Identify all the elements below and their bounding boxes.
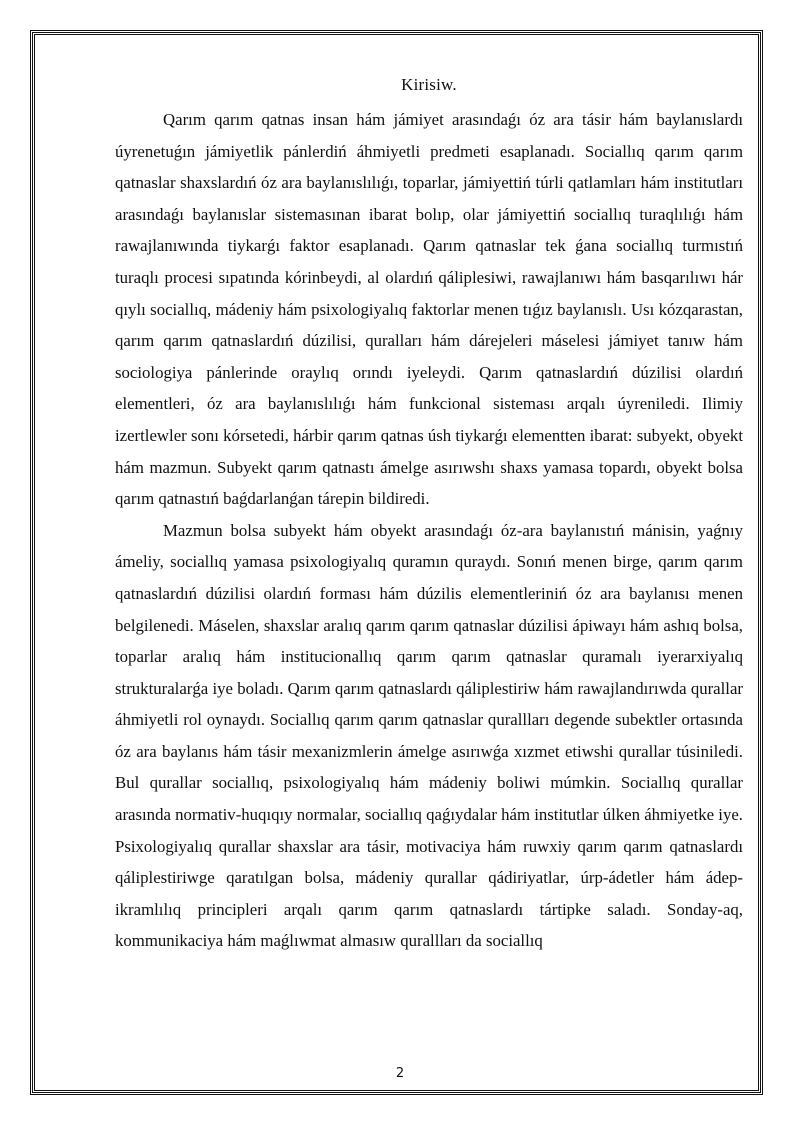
document-title: Kirisiw. xyxy=(401,75,457,94)
paragraph-1: Qarım qarım qatnas insan hám jámiyet arasındaǵı óz ara tásir hám baylanıslardı úyrenetuǵın jámiyetlik pánlerdiń áhmiyetli predmeti esaplanadı. Sociallıq qarım qarım qatnaslar shaxslardıń óz ara baylanıslılıǵı, toparlar, jámiyettiń túrli qatlamları hám institutları arasındaǵı baylanıslar sistemasınan ibarat bolıp, olar jámiyettiń sociallıq turaqlılıǵı hám rawajlanıwında tiykarǵı faktor esaplanadı. Qarım qatnaslar tek ǵana sociallıq turmıstıń turaqlı procesi sıpatında kórinbeydi, al olardıń qáliplesiwi, rawajlanıwı hám basqarılıwı hár qıylı sociallıq, mádeniy hám psixologiyalıq faktorlar menen tıǵız baylanıslı. Usı kózqarastan, qarım qarım qatnaslardıń dúzilisi, quralları hám dárejeleri máselesi jámiyet tanıw hám sociologiya pánlerinde oraylıq orındı iyeleydi. Qarım qatnaslardıń dúzilisi olardıń elementleri, óz ara baylanıslılıǵı hám funkcional sisteması arqalı úyreniledi. Ilimiy izertlewler sonı kórsetedi, hárbir qarım qatnas úsh tiykarǵı elementten ibarat: subyekt, obyekt hám mazmun. Subyekt qarım qatnastı ámelge asırıwshı shaxs yamasa topardı, obyekt bolsa qarım qatnastıń baǵdarlanǵan tárepin bildiredi. xyxy=(115,110,743,509)
paragraph-2: Mazmun bolsa subyekt hám obyekt arasındaǵı óz-ara baylanıstıń mánisin, yaǵnıy ámeliy, sociallıq yamasa psixologiyalıq quramın quraydı. Sonıń menen birge, qarım qarım qatnaslardıń dúzilisi olardıń forması hám dúzilis elementleriniń óz ara baylanısı menen belgilenedi. Máselen, shaxslar aralıq qarım qarım qatnaslar dúzilisi ápiwayı hám ashıq bolsa, toparlar aralıq hám institucionallıq qarım qarım qatnaslar quramalı iyerarxiyalıq strukturalarǵa iye boladı. Qarım qarım qatnaslardı qáliplestiriw hám rawajlandırıwda qurallar áhmiyetli rol oynaydı. Sociallıq qarım qarım qatnaslar qurallları degende subektler ortasında óz ara baylanıs hám tásir mexanizmlerin ámelge asırıwǵa xızmet etiwshi qurallar túsiniledi. Bul qurallar sociallıq, psixologiyalıq hám mádeniy boliwi múmkin. Sociallıq qurallar arasında normativ-huqıqıy normalar, sociallıq qaǵıydalar hám institutlar úlken áhmiyetke iye. Psixologiyalıq qurallar shaxslar ara tásir, motivaciya hám ruwxiy qarım qarım qatnaslardı qáliplestiriwge qaratılgan bolsa, mádeniy qurallar qádiriyatlar, úrp-ádetler hám ádep-ikramlılıq principleri arqalı qarım qarım qatnaslardı tártipke saladı. Sonday-aq, kommunikaciya hám maǵlıwmat almasıw qurallları da sociallıq xyxy=(115,520,743,951)
page-number: 2 xyxy=(395,1066,405,1081)
document-body xyxy=(115,73,743,957)
